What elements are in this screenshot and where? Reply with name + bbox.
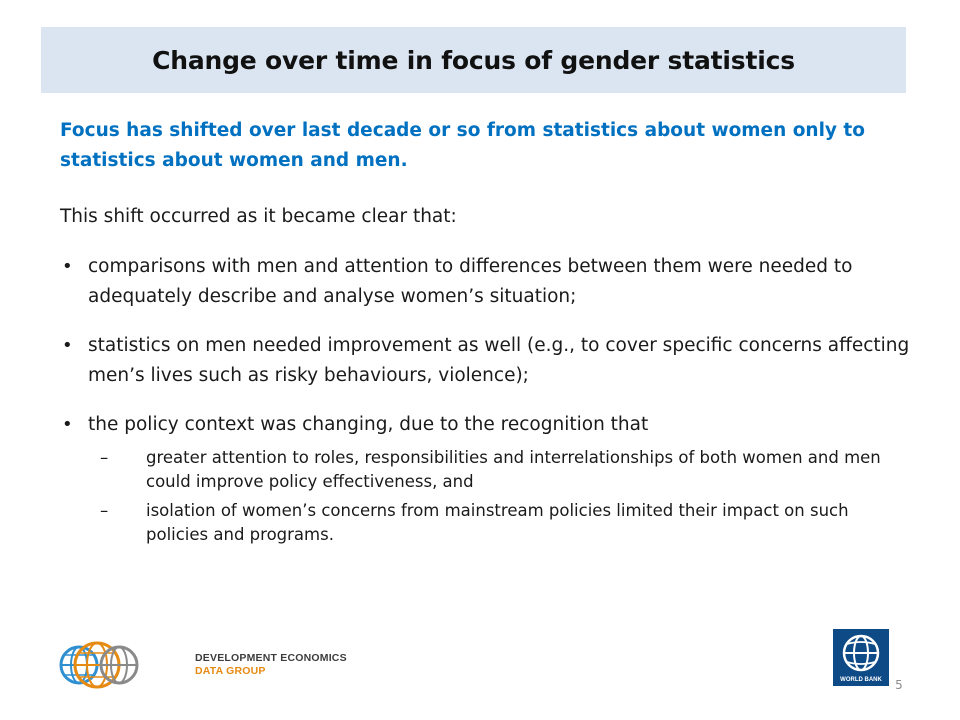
world-bank-globe-icon <box>833 629 889 675</box>
bullet-item <box>60 410 910 547</box>
slide-title: Change over time in focus of gender statistics <box>152 45 795 75</box>
bullet-text: statistics on men needed improvement as well (e.g., to cover specific concerns affecting men’s lives such as risky behaviours, violence); <box>88 335 910 386</box>
sub-bullet-text: greater attention to roles, responsibilities and interrelationships of both women and men could improve policy effectiveness, and <box>146 448 881 491</box>
sub-bullet-item <box>88 499 910 547</box>
title-bar <box>41 27 906 93</box>
lead-statement: Focus has shifted over last decade or so from statistics about women only to statistics about women and men. <box>60 120 865 171</box>
dash-icon: – <box>100 448 109 467</box>
bullet-text: comparisons with men and attention to differences between them were needed to adequately describe and analyse women’s situation; <box>88 256 853 307</box>
sub-bullet-text: isolation of women’s concerns from mainstream policies limited their impact on such policies and programs. <box>146 501 849 544</box>
slide-content <box>60 116 910 566</box>
page-number: 5 <box>895 678 903 692</box>
world-bank-logo <box>833 629 889 686</box>
world-bank-logo-text: WORLD BANK <box>840 677 882 683</box>
development-economics-logo <box>57 633 347 697</box>
bullet-list <box>60 252 910 547</box>
bullet-text: the policy context was changing, due to the recognition that <box>88 414 649 435</box>
sub-bullet-list <box>88 446 910 547</box>
bullet-icon: • <box>62 335 73 356</box>
group-logo-line1: DEVELOPMENT ECONOMICS <box>195 652 347 664</box>
group-logo-label <box>195 652 347 678</box>
group-logo-line2: DATA GROUP <box>195 665 266 677</box>
bullet-icon: • <box>62 256 73 277</box>
bullet-item <box>60 331 910 391</box>
dash-icon: – <box>100 501 109 520</box>
bullet-item <box>60 252 910 312</box>
globe-logo-icon <box>57 633 189 697</box>
intro-text: This shift occurred as it became clear that: <box>60 206 457 227</box>
sub-bullet-item <box>88 446 910 494</box>
bullet-icon: • <box>62 414 73 435</box>
